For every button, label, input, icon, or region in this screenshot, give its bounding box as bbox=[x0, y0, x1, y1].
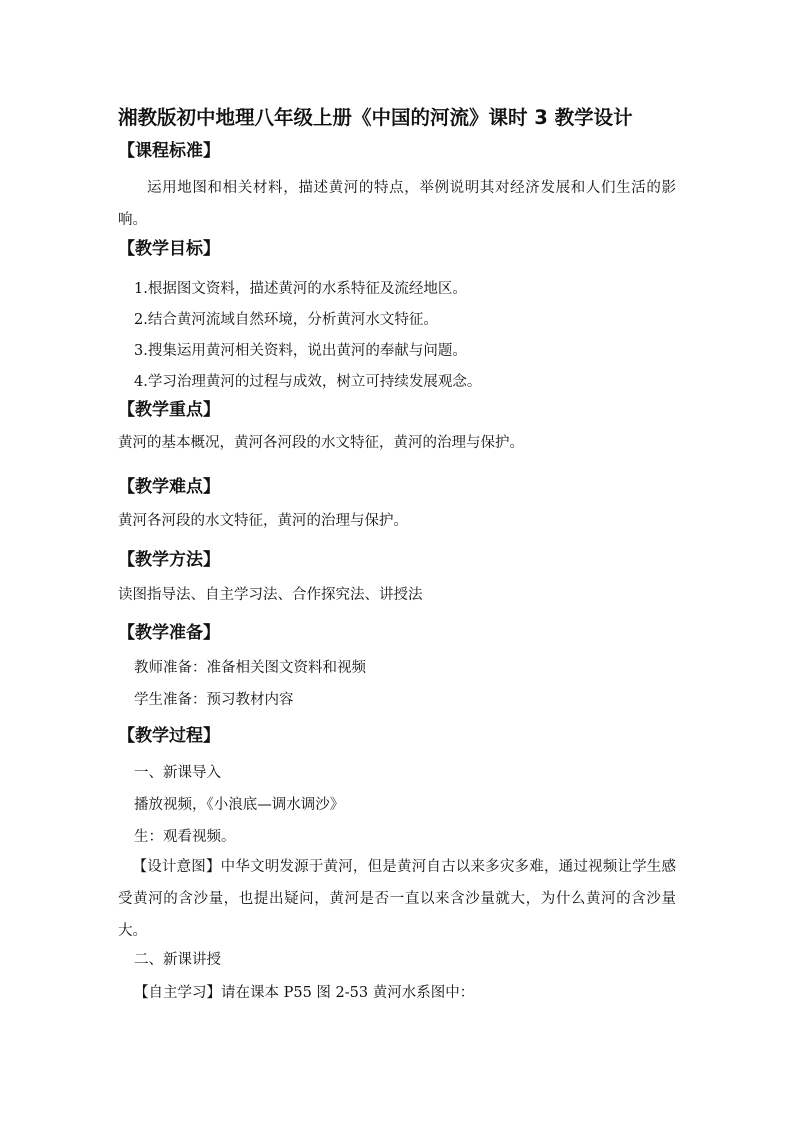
heading-preparation: 【教学准备】 bbox=[118, 623, 220, 643]
heading-process: 【教学过程】 bbox=[118, 726, 220, 746]
objective-item-2: 2.结合黄河流域自然环境，分析黄河水文特征。 bbox=[134, 312, 438, 328]
intro-section-title: 一、新课导入 bbox=[134, 765, 221, 781]
heading-course-standard: 【课程标准】 bbox=[118, 141, 220, 161]
self-study-text: 【自主学习】请在课本 P55 图 2-53 黄河水系图中： bbox=[134, 985, 475, 1001]
new-lesson-title: 二、新课讲授 bbox=[134, 952, 221, 968]
heading-teaching-objectives: 【教学目标】 bbox=[118, 239, 220, 259]
intro-video: 播放视频，《小浪底—调水调沙》 bbox=[134, 797, 345, 813]
course-standard-text: 运用地图和相关材料，描述黄河的特点，举例说明其对经济发展和人们生活的影响。 bbox=[118, 180, 676, 228]
teacher-preparation: 教师准备：准备相关图文资料和视频 bbox=[134, 660, 366, 676]
objective-item-3: 3.搜集运用黄河相关资料，说出黄河的奉献与问题。 bbox=[134, 343, 467, 359]
student-preparation: 学生准备：预习教材内容 bbox=[134, 692, 294, 708]
methods-text: 读图指导法、自主学习法、合作探究法、讲授法 bbox=[118, 587, 423, 603]
page-title: 湘教版初中地理八年级上册《中国的河流》课时 3 教学设计 bbox=[118, 106, 633, 129]
heading-methods: 【教学方法】 bbox=[118, 550, 220, 570]
heading-key-points: 【教学重点】 bbox=[118, 400, 220, 420]
intro-student: 生：观看视频。 bbox=[134, 829, 236, 845]
key-points-text: 黄河的基本概况，黄河各河段的水文特征，黄河的治理与保护。 bbox=[118, 435, 524, 451]
objective-item-1: 1.根据图文资料，描述黄河的水系特征及流经地区。 bbox=[134, 281, 467, 297]
heading-difficulties: 【教学难点】 bbox=[118, 477, 220, 497]
objective-item-4: 4.学习治理黄河的过程与成效，树立可持续发展观念。 bbox=[134, 374, 482, 390]
design-intent-text: 【设计意图】中华文明发源于黄河，但是黄河自古以来多灾多难，通过视频让学生感受黄河的含沙量，也提出疑问，黄河是否一直以来含沙量就大，为什么黄河的含沙量大。 bbox=[118, 859, 676, 939]
difficulties-text: 黄河各河段的水文特征，黄河的治理与保护。 bbox=[118, 513, 408, 529]
